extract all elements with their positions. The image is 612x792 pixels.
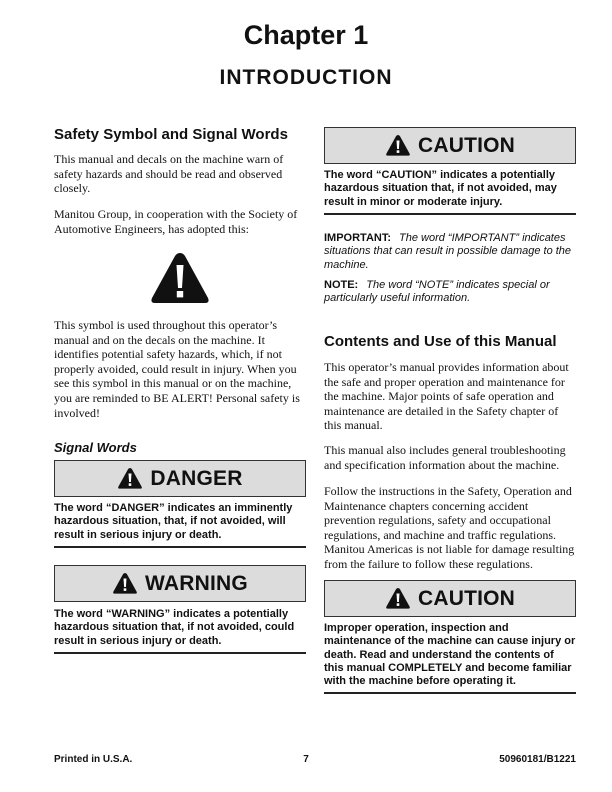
paragraph-sae: Manitou Group, in cooperation with the Society of Automotive Engineers, has adopted this: <box>54 207 298 236</box>
note-block <box>324 279 576 306</box>
note-lead: NOTE: <box>324 279 359 291</box>
paragraph-safety-intro: This manual and decals on the machine warn of safety hazards and should be read and observed closely. <box>54 152 284 196</box>
important-lead: IMPORTANT: <box>324 232 392 244</box>
caution-rule <box>324 213 576 215</box>
section-title-safety-symbol: Safety Symbol and Signal Words <box>54 126 288 143</box>
section-title-contents: Contents and Use of this Manual <box>324 333 557 350</box>
footer-printed: Printed in U.S.A. <box>54 754 133 765</box>
danger-rule <box>54 546 306 548</box>
caution-alert-icon <box>385 134 411 157</box>
note-text: The word “NOTE” indicates special or particularly useful information. <box>324 279 550 305</box>
caution-alert-icon-2 <box>385 587 411 610</box>
paragraph-follow-instructions: Follow the instructions in the Safety, Operation and Maintenance chapters concerning accident prevention regulations, safety and occupational regulations, and machine and traffic regulations. Manitou Americas is not liable for damage resulting from the failure to follow these regulations. <box>324 484 575 571</box>
danger-signal-box <box>54 460 306 497</box>
important-note <box>324 232 576 272</box>
danger-description: The word “DANGER” indicates an imminently hazardous situation, that, if not avoided, will result in serious injury or death. <box>54 502 293 541</box>
caution-label: CAUTION <box>417 133 516 157</box>
paragraph-symbol-usage: This symbol is used throughout this operator’s manual and on the decals on the machine. It identifies potential safety hazards, which, if not properly avoided, could result in injury. When you see this symbol in this manual or on the machine, you are reminded to BE ALERT! Personal safety is involved! <box>54 318 300 420</box>
warning-label: WARNING <box>145 571 248 595</box>
caution-description: The word “CAUTION” indicates a potentially hazardous situation that, if not avoided, may result in minor or moderate injury. <box>324 169 557 208</box>
safety-alert-symbol-icon <box>149 250 211 306</box>
chapter-title: INTRODUCTION <box>219 66 393 89</box>
warning-description: The word “WARNING” indicates a potentially hazardous situation that, if not avoided, could result in serious injury or death. <box>54 608 295 647</box>
footer-doc-number: 50960181/B1221 <box>499 754 576 765</box>
caution-description-2: Improper operation, inspection and maintenance of the machine can cause injury or death. Read and understand the contents of this manual COMPLETELY and become familiar with the machine before operating it. <box>324 622 576 688</box>
footer-page-number: 7 <box>303 754 309 765</box>
caution-signal-box-2 <box>324 580 576 617</box>
signal-words-heading: Signal Words <box>54 440 137 455</box>
chapter-number: Chapter 1 <box>243 20 369 50</box>
warning-signal-box <box>54 565 306 602</box>
paragraph-manual-info: This operator’s manual provides information about the safe and proper operation and maintenance for the machine. Major points of safe operation and maintenance are detailed in the Safety chapter of this manual. <box>324 360 569 433</box>
danger-label: DANGER <box>150 466 243 490</box>
warning-rule <box>54 652 306 654</box>
caution-rule-2 <box>324 692 576 694</box>
caution-label-2: CAUTION <box>417 586 516 610</box>
paragraph-troubleshooting: This manual also includes general troubleshooting and specification information about the machine. <box>324 443 566 472</box>
important-text: The word “IMPORTANT” indicates situations that can result in possible damage to the machine. <box>324 232 572 271</box>
warning-alert-icon <box>112 572 138 595</box>
danger-alert-icon <box>117 467 143 490</box>
caution-signal-box <box>324 127 576 164</box>
